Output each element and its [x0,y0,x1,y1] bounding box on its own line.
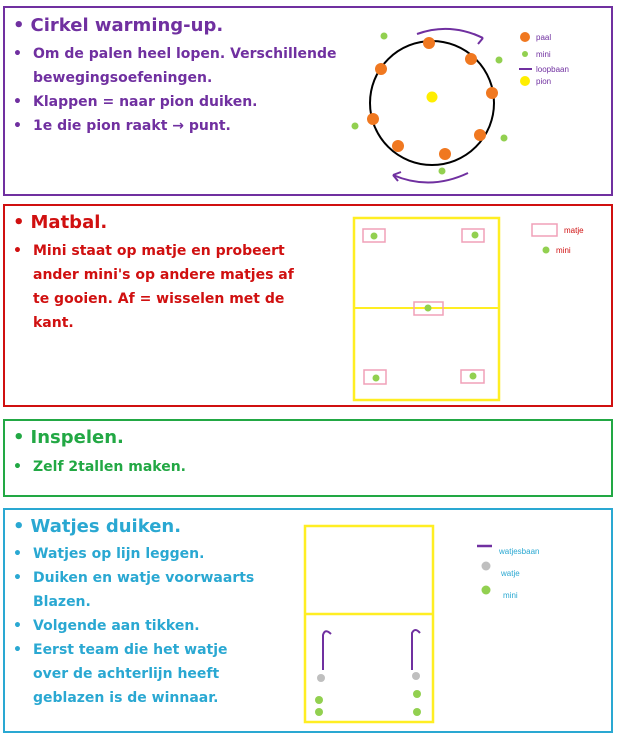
mini-marker [315,696,323,704]
list-item: • Volgende aan tikken. [13,614,263,638]
list-item: • Klappen = naar pion duiken. [13,90,343,114]
pole-marker [375,63,387,75]
pole-marker [439,148,451,160]
mini-marker [381,33,388,40]
section-title: • Inspelen. [13,427,124,448]
section-title-text: Inspelen. [30,427,124,448]
watje-marker [317,674,325,682]
circle-diagram [5,8,611,194]
section-title-text: Watjes duiken. [30,516,182,537]
section-title: • Watjes duiken. [13,516,182,537]
watjesbaan-arrow [412,630,420,670]
watjesbaan-arrow [323,631,331,670]
mini-marker [425,305,432,312]
mini-marker [413,708,421,716]
pole-marker [392,140,404,152]
legend-paal-label: paal [536,33,552,42]
arrow-head [474,34,483,44]
legend-watje-icon [482,562,491,571]
legend-matje-icon [532,224,557,236]
list-item: • Mini staat op matje en probeert ander mini's op andere matjes af te gooien. Af = wisselen met de kant. [13,239,313,335]
legend-mini-label: mini [556,246,571,255]
watje-marker [412,672,420,680]
bullet-list [13,455,413,479]
list-item: • Zelf 2tallen maken. [13,455,413,479]
section-matbal [3,204,613,407]
loopbaan-arrow-bottom [393,173,468,183]
mini-marker [371,233,378,240]
section-title: • Cirkel warming-up. [13,15,224,36]
section-watjes-duiken [3,508,613,733]
legend-watjesbaan-label: watjesbaan [499,547,540,556]
pole-marker [474,129,486,141]
mini-marker [472,232,479,239]
mini-marker [373,375,380,382]
legend-matje-label: matje [564,226,584,235]
pole-marker [486,87,498,99]
legend-mini-icon [543,247,550,254]
pole-marker [423,37,435,49]
legend-watje-label: watje [501,569,520,578]
loopbaan-arrow-top [417,29,483,38]
mini-marker [470,373,477,380]
pion-marker [427,92,438,103]
legend [532,224,584,255]
section-inspelen [3,419,613,497]
legend-pion-label: pion [536,77,552,86]
matbal-diagram [5,206,611,405]
legend-pion-icon [520,76,530,86]
pole-marker [367,113,379,125]
legend-mini-label: mini [536,50,551,59]
mini-marker [413,690,421,698]
watjes-diagram [5,510,611,731]
legend-paal-icon [520,32,530,42]
list-item: • Om de palen heel lopen. Verschillende bewegingsoefeningen. [13,42,343,90]
mini-marker [315,708,323,716]
legend [519,32,569,86]
section-title-text: Matbal. [30,212,108,233]
mini-marker [352,123,359,130]
mini-marker [439,168,446,175]
mini-marker [501,135,508,142]
legend-mini-icon [482,586,491,595]
list-item: • Duiken en watje voorwaarts Blazen. [13,566,263,614]
section-title: • Matbal. [13,212,108,233]
list-item: • 1e die pion raakt → punt. [13,114,343,138]
section-title-text: Cirkel warming-up. [30,15,224,36]
legend-mini-icon [522,51,528,57]
list-item: • Eerst team die het watje over de achterlijn heeft geblazen is de winnaar. [13,638,263,710]
list-item: • Watjes op lijn leggen. [13,542,263,566]
mini-marker [496,57,503,64]
legend [477,546,539,600]
legend-mini-label: mini [503,591,518,600]
legend-loopbaan-label: loopbaan [536,65,569,74]
pole-marker [465,53,477,65]
section-cirkel-warming-up [3,6,613,196]
